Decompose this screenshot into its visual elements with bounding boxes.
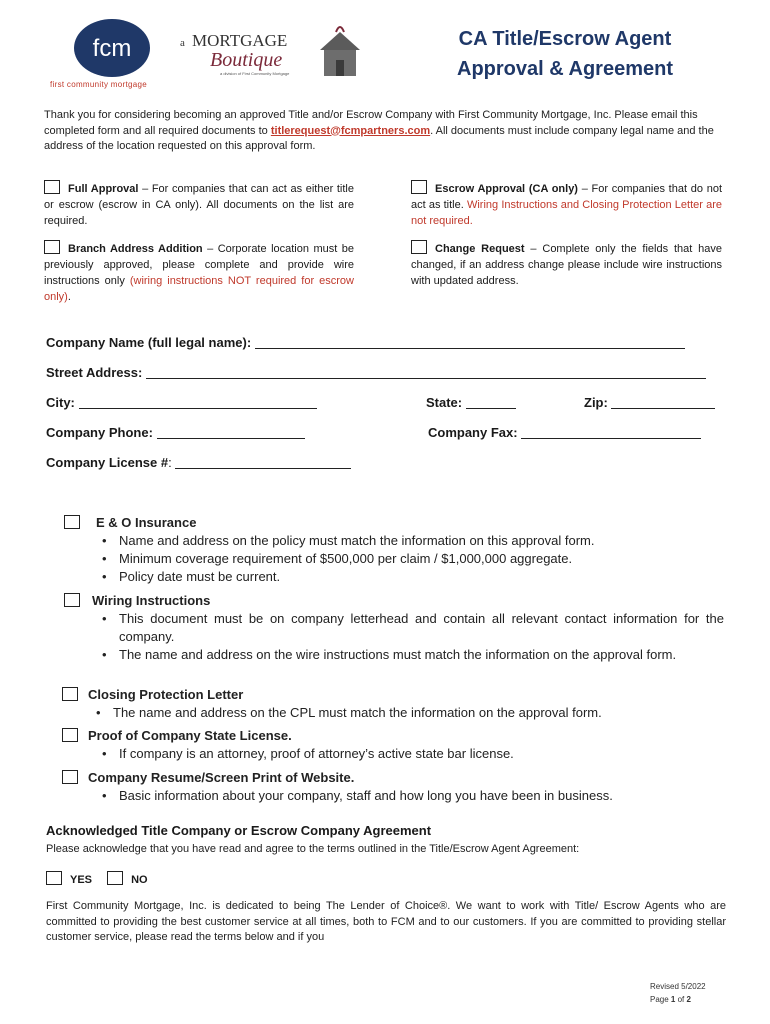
doc-item-wiring-instructions: [64, 592, 724, 664]
yes-checkbox[interactable]: [46, 871, 62, 885]
company-phone-label: Company Phone:: [46, 425, 153, 440]
cpl-checkbox[interactable]: [62, 687, 78, 701]
no-checkbox[interactable]: [107, 871, 123, 885]
fcm-logo: [72, 18, 152, 78]
escrow-approval-note: Wiring Instructions and Closing Protection Letter are not required.: [411, 199, 723, 227]
escrow-approval-label: Escrow Approval (CA only): [435, 183, 578, 195]
branch-address-label: Branch Address Addition: [68, 243, 203, 255]
no-label: NO: [131, 874, 148, 886]
fcm-logo-text: fcm: [92, 35, 132, 62]
zip-label: Zip:: [584, 395, 608, 410]
change-request-desc: – Complete only the fields that have changed, if an address change please include wire instructions with updated address.: [411, 243, 722, 287]
company-fax-field: [428, 425, 701, 440]
fcm-tagline: first community mortgage: [50, 80, 148, 89]
city-label: City:: [46, 395, 75, 410]
state-license-title: Proof of Company State License.: [88, 728, 292, 743]
city-input[interactable]: [79, 396, 317, 409]
company-phone-input[interactable]: [157, 426, 305, 439]
agreement-text: Please acknowledge that you have read and agree to the terms outlined in the Title/Escrow Agent Agreement:: [46, 843, 580, 855]
branch-address-desc: – Corporate location must be previously approved, please complete and provide wire instructions only: [44, 243, 354, 287]
option-branch-address: Branch Address Addition – Corporate location must be previously approved, please complete and provide wire instructions only (wiring instructions NOT required for escrow only).: [44, 240, 354, 305]
page-number: Page 1 of 2: [650, 995, 691, 1004]
doc-item-closing-protection-letter: [62, 686, 724, 722]
email-link[interactable]: titlerequest@fcmpartners.com: [270, 124, 431, 137]
mb-logo-a: a: [180, 37, 185, 49]
title-line-2: Approval & Agreement: [457, 58, 673, 80]
closing-paragraph: First Community Mortgage, Inc. is dedicated to being The Lender of Choice®. We want to work with Title/ Escrow Agents who are committed to providing the best customer service at all times, both to FCM and to our customers. If you are committed to providing stellar customer service, please read the terms below and if you: [46, 900, 726, 943]
intro-text-2: . All documents must include company legal name and the address of the location requested on this approval form.: [44, 124, 714, 152]
title-line-1: CA Title/Escrow Agent: [458, 28, 672, 50]
option-escrow-approval: [411, 180, 722, 229]
change-request-label: Change Request: [435, 243, 525, 255]
company-license-field: Company License #:: [46, 455, 351, 470]
company-name-input[interactable]: [255, 336, 685, 349]
page-title: [400, 24, 730, 84]
branch-address-checkbox[interactable]: [44, 240, 60, 254]
doc-item-state-license: [62, 727, 724, 763]
mortgage-boutique-logo: [180, 20, 380, 82]
mb-logo-boutique: Boutique: [210, 49, 283, 71]
wiring-instructions-checkbox[interactable]: [64, 593, 80, 607]
option-full-approval: [44, 180, 354, 229]
escrow-approval-desc: – For companies that do not act as title.: [411, 183, 722, 211]
doc-item-company-resume: [62, 769, 724, 805]
doc-item-eo-insurance: [64, 514, 724, 586]
city-field: [46, 395, 317, 410]
company-fax-label: Company Fax:: [428, 425, 518, 440]
state-field: [426, 395, 516, 410]
intro-text-1: Thank you for considering becoming an approved Title and/or Escrow Company with First Community Mortgage, Inc. Please email this completed form and all required documents to: [44, 109, 698, 137]
branch-address-note: (wiring instructions NOT required for escrow only): [44, 275, 354, 303]
full-approval-label: Full Approval: [68, 183, 139, 195]
mb-logo-sub: a division of First Community Mortgage: [220, 71, 290, 76]
company-name-field: [46, 335, 685, 350]
list-item: • The name and address on the wire instructions must match the information on the approval form.: [97, 646, 724, 664]
list-item: • Policy date must be current.: [97, 568, 724, 586]
company-resume-title: Company Resume/Screen Print of Website.: [88, 770, 355, 785]
list-item: • This document must be on company letterhead and contain all relevant contact information for the company.: [97, 610, 724, 646]
company-resume-checkbox[interactable]: [62, 770, 78, 784]
agreement-yes-no: [46, 871, 148, 886]
street-address-input[interactable]: [146, 366, 706, 379]
full-approval-checkbox[interactable]: [44, 180, 60, 194]
wiring-instructions-title: Wiring Instructions: [92, 593, 211, 608]
list-item: • If company is an attorney, proof of attorney’s active state bar license.: [97, 745, 724, 763]
list-item: • Name and address on the policy must match the information on this approval form.: [97, 532, 724, 550]
eo-insurance-title: E & O Insurance: [96, 515, 197, 530]
agreement-title: Acknowledged Title Company or Escrow Company Agreement: [46, 823, 432, 838]
street-address-label: Street Address:: [46, 365, 143, 380]
mb-logo-mortgage: MORTGAGE: [192, 31, 288, 50]
change-request-checkbox[interactable]: [411, 240, 427, 254]
option-change-request: [411, 240, 722, 289]
cpl-title: Closing Protection Letter: [88, 687, 244, 702]
eo-insurance-checkbox[interactable]: [64, 515, 80, 529]
zip-input[interactable]: [611, 396, 715, 409]
company-license-input[interactable]: [175, 456, 351, 469]
state-input[interactable]: [466, 396, 516, 409]
list-item: • Basic information about your company, staff and how long you have been in business.: [97, 787, 724, 805]
revised-date: Revised 5/2022: [650, 982, 706, 991]
street-address-field: [46, 365, 706, 380]
full-approval-desc: – For companies that can act as either title or escrow (escrow in CA only). All documents on the list are required.: [44, 183, 354, 227]
company-license-label: Company License #: [46, 455, 169, 470]
company-name-label: Company Name (full legal name):: [46, 335, 252, 350]
house-icon: [320, 27, 360, 76]
list-item: • The name and address on the CPL must match the information on the approval form.: [91, 704, 724, 722]
company-phone-field: [46, 425, 305, 440]
company-fax-input[interactable]: [521, 426, 701, 439]
zip-field: [584, 395, 715, 410]
escrow-approval-checkbox[interactable]: [411, 180, 427, 194]
state-license-checkbox[interactable]: [62, 728, 78, 742]
yes-label: YES: [70, 874, 93, 886]
intro-paragraph: [44, 108, 724, 155]
state-label: State:: [426, 395, 463, 410]
list-item: • Minimum coverage requirement of $500,000 per claim / $1,000,000 aggregate.: [97, 550, 724, 568]
